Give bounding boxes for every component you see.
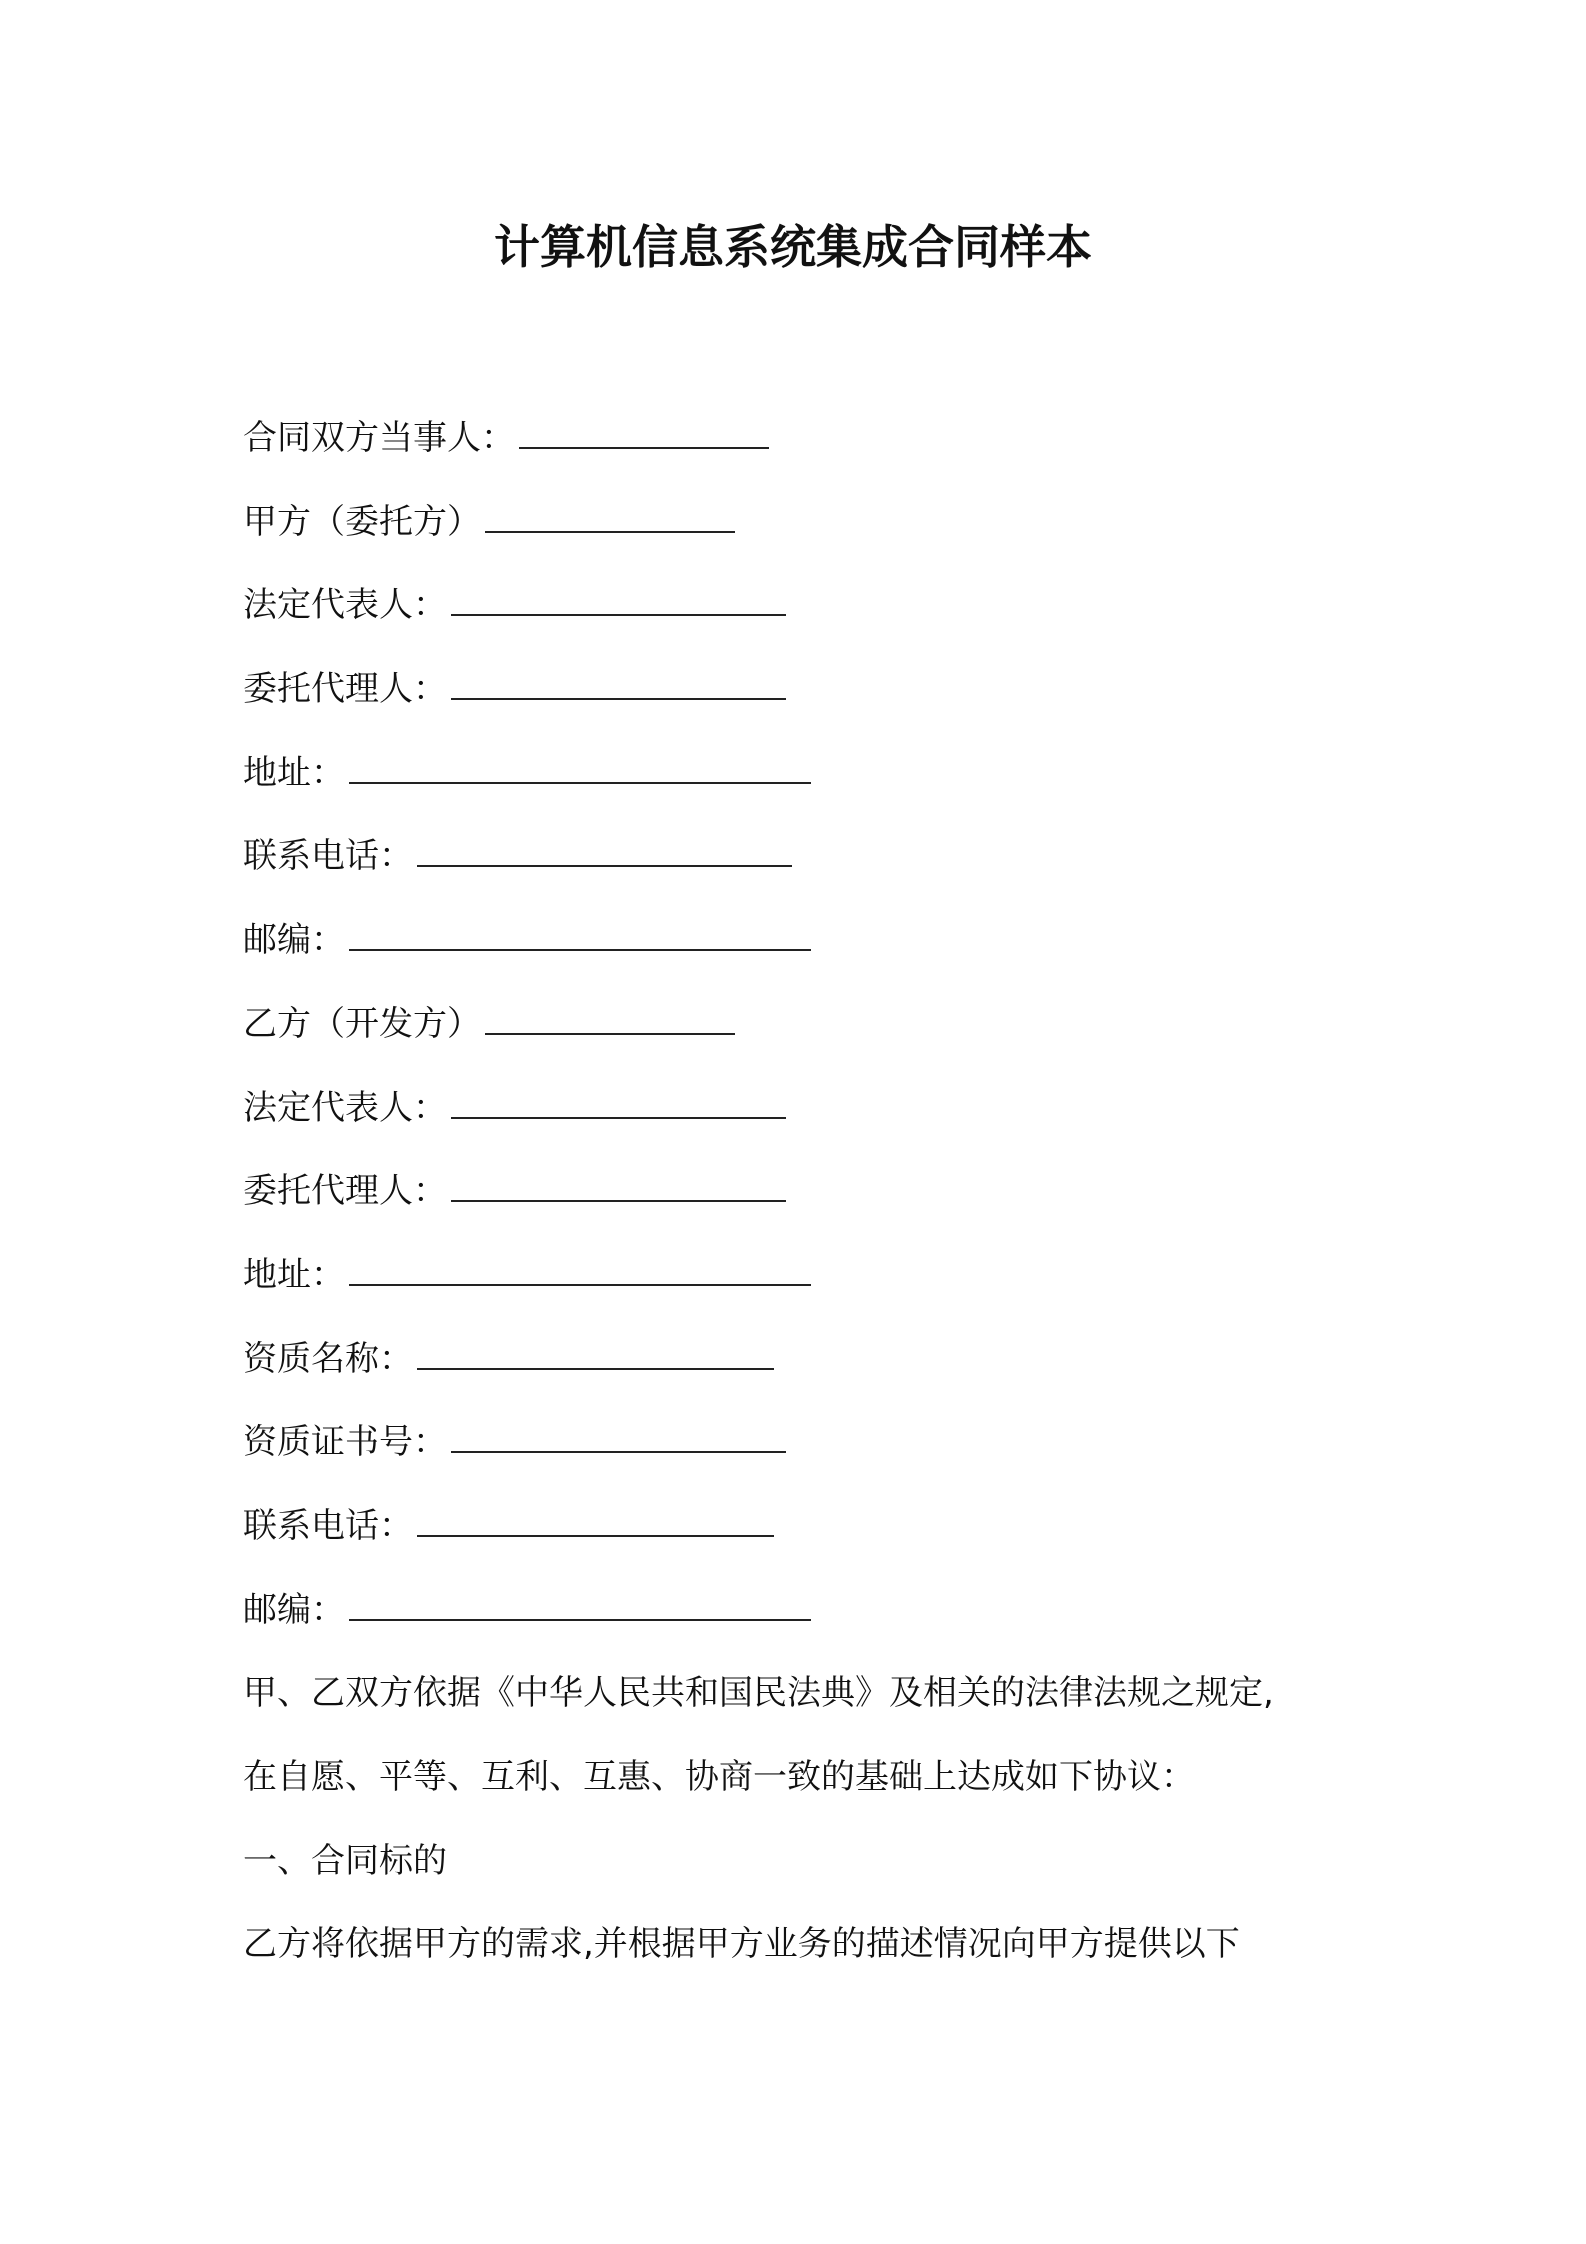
section-heading-contract-subject: 一、合同标的 (243, 1840, 447, 1881)
field-label: 合同双方当事人： (243, 418, 515, 458)
page-title: 计算机信息系统集成合同样本 (494, 220, 1092, 274)
fill-in-blank (451, 1087, 786, 1119)
field-contract-parties (243, 410, 1373, 494)
field-party-b-legal-rep (243, 1080, 1373, 1164)
field-party-b-address (243, 1247, 1373, 1331)
field-party-b-postcode (243, 1582, 1373, 1666)
field-party-a-agent (243, 661, 1373, 745)
fill-in-blank (349, 919, 811, 951)
field-label: 甲方（委托方） (243, 501, 481, 542)
field-party-a-phone (243, 828, 1373, 912)
field-qualification-name (243, 1331, 1373, 1415)
fill-in-blank (485, 1003, 735, 1035)
field-party-a-legal-rep (243, 577, 1373, 661)
fill-in-blank (417, 835, 792, 867)
field-party-b-phone (243, 1498, 1373, 1582)
field-label: 法定代表人： (243, 1087, 447, 1128)
field-party-a-postcode (243, 912, 1373, 996)
field-label: 邮编： (243, 920, 345, 961)
fill-in-blank (451, 668, 786, 700)
paragraph-contract-subject: 乙方将依据甲方的需求,并根据甲方业务的描述情况向甲方提供以下 (243, 1924, 1240, 1965)
field-party-a (243, 494, 1373, 578)
fill-in-blank (349, 752, 811, 784)
fill-in-blank (519, 417, 769, 449)
paragraph-agreement-basis: 在自愿、平等、互利、互惠、协商一致的基础上达成如下协议： (243, 1757, 1195, 1797)
field-party-b (243, 996, 1373, 1080)
field-label: 乙方（开发方） (243, 1003, 481, 1044)
fill-in-blank (451, 1170, 786, 1202)
contract-body (243, 410, 1373, 2000)
field-label: 资质名称： (243, 1338, 413, 1379)
field-label: 委托代理人： (243, 1171, 447, 1212)
field-qualification-cert-no (243, 1414, 1373, 1498)
field-label: 联系电话： (243, 1505, 413, 1546)
field-label: 联系电话： (243, 836, 413, 877)
field-label: 法定代表人： (243, 585, 447, 626)
fill-in-blank (485, 501, 735, 533)
field-label: 地址： (243, 1254, 345, 1295)
field-label: 邮编： (243, 1589, 345, 1630)
fill-in-blank (349, 1589, 811, 1621)
field-party-b-agent (243, 1163, 1373, 1247)
field-party-a-address (243, 745, 1373, 829)
fill-in-blank (349, 1254, 811, 1286)
paragraph-legal-basis: 甲、乙双方依据《中华人民共和国民法典》及相关的法律法规之规定, (243, 1673, 1274, 1714)
fill-in-blank (451, 584, 786, 616)
fill-in-blank (417, 1505, 774, 1537)
field-label: 地址： (243, 752, 345, 793)
field-label: 资质证书号： (243, 1422, 447, 1463)
field-label: 委托代理人： (243, 669, 447, 710)
fill-in-blank (451, 1421, 786, 1453)
fill-in-blank (417, 1338, 774, 1370)
